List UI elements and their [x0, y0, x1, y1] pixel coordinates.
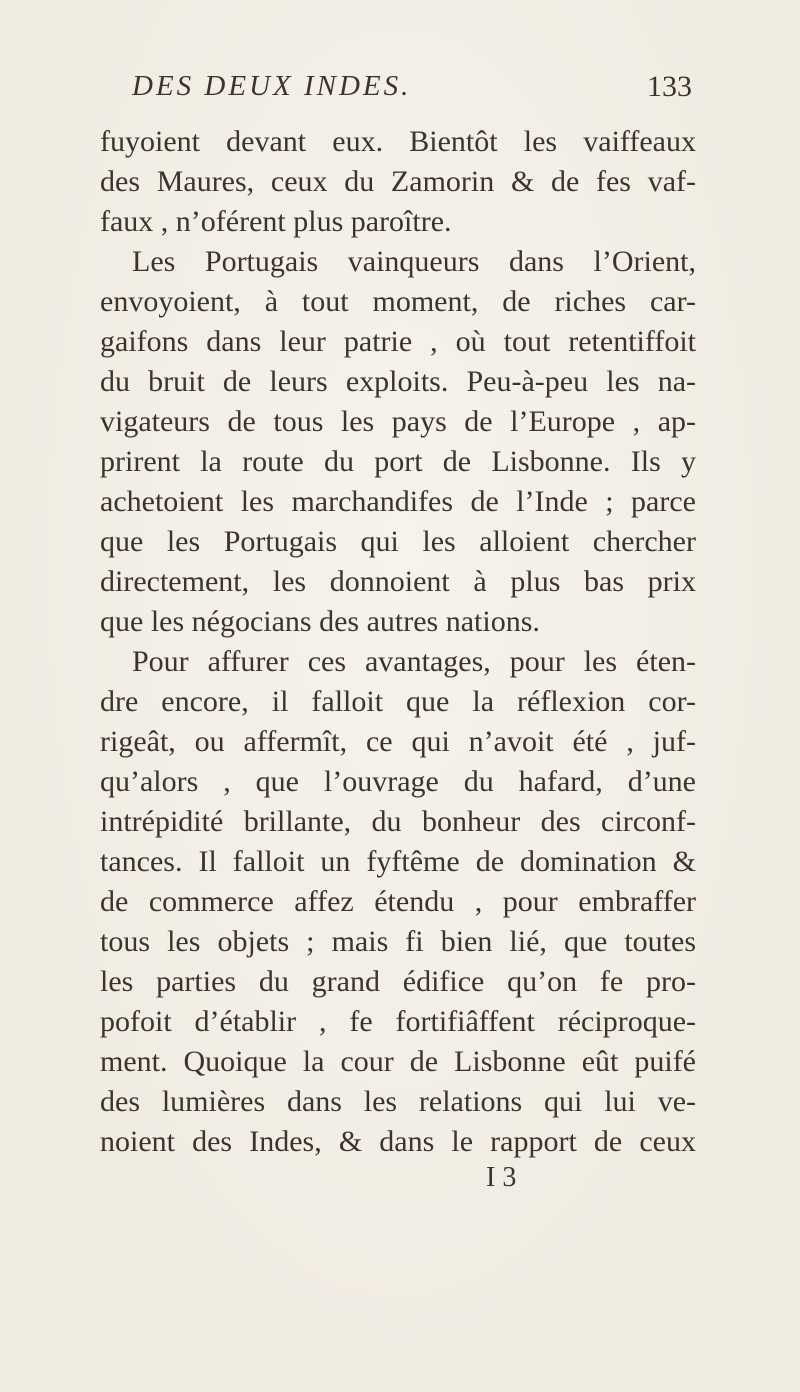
text-line: envoyoient, à tout moment, de riches car-: [100, 285, 696, 318]
text-line: prirent la route du port de Lisbonne. Ils y: [100, 445, 696, 478]
text-line: dre encore, il falloit que la réflexion cor-: [100, 685, 696, 718]
text-line: achetoient les marchandifes de l’Inde ; parce: [100, 485, 696, 518]
signature-mark: I 3: [486, 1162, 517, 1193]
text-line: rigeât, ou affermît, ce qui n’avoit été , juf-: [100, 725, 696, 758]
text-line: Pour affurer ces avantages, pour les éten-: [132, 645, 696, 678]
text-line: noient des Indes, & dans le rapport de ceux: [100, 1125, 696, 1158]
text-line: ment. Quoique la cour de Lisbonne eût puifé: [100, 1045, 696, 1078]
text-line: du bruit de leurs exploits. Peu-à-peu les na-: [100, 365, 696, 398]
text-line: des lumières dans les relations qui lui ve-: [100, 1085, 696, 1118]
text-line: fuyoient devant eux. Bientôt les vaiffeaux: [100, 125, 696, 158]
text-line: de commerce affez étendu , pour embraffer: [100, 885, 696, 918]
text-line: les parties du grand édifice qu’on fe pro-: [100, 965, 696, 998]
text-line: gaifons dans leur patrie , où tout retentiffoit: [100, 325, 696, 358]
text-line: que les Portugais qui les alloient chercher: [100, 525, 696, 558]
text-line: faux , n’oférent plus paroître.: [100, 205, 452, 238]
text-line: directement, les donnoient à plus bas prix: [100, 565, 696, 598]
text-line: que les négocians des autres nations.: [100, 605, 540, 638]
text-line: intrépidité brillante, du bonheur des circonf-: [100, 805, 696, 838]
text-line: qu’alors , que l’ouvrage du hafard, d’une: [100, 765, 696, 798]
text-line: pofoit d’établir , fe fortifiâffent réciproque-: [100, 1005, 696, 1038]
page-number: 133: [647, 70, 692, 103]
text-line: tous les objets ; mais fi bien lié, que toutes: [100, 925, 696, 958]
text-line: tances. Il falloit un fyftême de domination &: [100, 845, 696, 878]
running-title: DES DEUX INDES.: [132, 70, 412, 102]
text-line: des Maures, ceux du Zamorin & de fes vaf-: [100, 165, 696, 198]
text-line: vigateurs de tous les pays de l’Europe , ap-: [100, 405, 696, 438]
text-line: Les Portugais vainqueurs dans l’Orient,: [132, 245, 696, 278]
